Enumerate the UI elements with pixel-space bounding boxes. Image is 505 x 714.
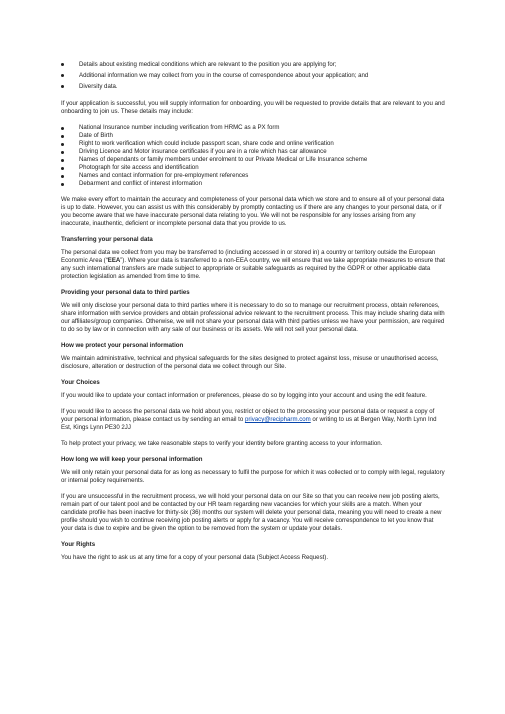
list-item: Right to work verification which could include passport scan, share code and online verification	[61, 140, 447, 148]
choices-paragraph-1: If you would like to update your contact information or preferences, please do so by logging into your account and using the edit feature.	[61, 392, 427, 399]
retention-paragraph-2: If you are unsuccessful in the recruitment process, we will hold your personal data on our Site so that you can receive new job posting alerts, remain part of our talent pool and be contacted by our HR team regarding new vacancies for which your skills are a match. When your candidate profile has been inactive for thirty-six (36) months our system will delete your personal data, meaning you will need to create a new profile should you wish to continue receiving job posting alerts or apply for a vacancy. You will receive correspondence to let you know that your data is due to expire and be given the option to be removed from the system or update your details.	[61, 493, 442, 532]
retention-paragraph-1: We will only retain your personal data for as long as necessary to fulfil the purpose for which it was collected or to comply with legal, regulatory or internal policy requirements.	[61, 469, 445, 484]
list-item: Debarment and conflict of interest information	[61, 180, 447, 188]
section-heading-third-parties: Providing your personal data to third parties	[61, 289, 190, 296]
transfer-paragraph: The personal data we collect from you may be transferred to (including accessed in or stored in) a country or territory outside the European Economic Area (“EEA”). Where your data is transferred to a non-EEA country, we will ensure that we take appropriate measures to ensure that any such international transfers are made subject to appropriate or suitable safeguards as required by the GDPR or other applicable data protection legislation as amended from time to time.	[61, 249, 445, 280]
page-content	[61, 59, 447, 562]
list-item: Driving Licence and Motor insurance certificates if you are in a role which has car allowance	[61, 148, 447, 156]
section-heading-choices: Your Choices	[61, 379, 100, 386]
section-heading-rights: Your Rights	[61, 541, 96, 548]
list-item: Photograph for site access and identification	[61, 164, 447, 172]
accuracy-paragraph: We make every effort to maintain the accuracy and completeness of your personal data which we store and to ensure all of your personal data is up to date. However, you can assist us with this considerably by promptly contacting us if there are any changes to your personal data, or if you become aware that we have inaccurate personal data relating to you. We will not be responsible for any losses arising from any inaccurate, inauthentic, deficient or incomplete personal data that you provide to us.	[61, 196, 445, 227]
list-item: National Insurance number including verification from HRMC as a PX form	[61, 124, 447, 132]
choices-paragraph-2: If you would like to access the personal data we hold about you, restrict or object to the processing your personal data or request a copy of your personal information, please contact us by sending an email to privacy@recipharm.com or writing to us at Bergen Way, North Lynn Ind Est, Kings Lynn PE30 2JJ	[61, 408, 437, 431]
privacy-email-link[interactable]: privacy@recipharm.com	[244, 416, 311, 423]
onboarding-intro: If your application is successful, you will supply information for onboarding, you will be requested to provide details that are relevant to you and onboarding to join us. These details may include:	[61, 100, 445, 115]
list-item: Names and contact information for pre-employment references	[61, 172, 447, 180]
choices-paragraph-3: To help protect your privacy, we take reasonable steps to verify your identity before granting access to your information.	[61, 440, 383, 447]
eea-term: EEA	[107, 257, 121, 264]
section-heading-protect: How we protect your personal information	[61, 342, 184, 349]
list-item: Additional information we may collect from you in the course of correspondence about your application; and	[61, 70, 447, 81]
list-item: Details about existing medical conditions which are relevant to the position you are applying for;	[61, 59, 447, 70]
third-parties-paragraph: We will only disclose your personal data to third parties where it is necessary to do so to manage our recruitment process, obtain references, share information with service providers and obtain professional advice relevant to the recruitment process. This may include sharing data with our affiliates/group companies. Otherwise, we will not share your personal data with third parties unless we have your permission, are required to do so by law or in connection with any sale of our business or its assets. We will not sell your personal data.	[61, 302, 445, 333]
list-item: Date of Birth	[61, 132, 447, 140]
onboarding-list	[61, 124, 447, 188]
rights-paragraph: You have the right to ask us at any time for a copy of your personal data (Subject Access Request).	[61, 554, 329, 561]
bullet-list	[61, 59, 447, 92]
section-heading-retention: How long we will keep your personal information	[61, 456, 203, 463]
protect-paragraph: We maintain administrative, technical and physical safeguards for the sites designed to protect against loss, misuse or unauthorised access, disclosure, alteration or destruction of the personal data we collect through our Site.	[61, 355, 439, 370]
list-item: Names of dependants or family members under enrolment to our Private Medical or Life Insurance scheme	[61, 156, 447, 164]
list-item: Diversity data.	[61, 81, 447, 92]
section-heading-transfer: Transferring your personal data	[61, 236, 153, 243]
